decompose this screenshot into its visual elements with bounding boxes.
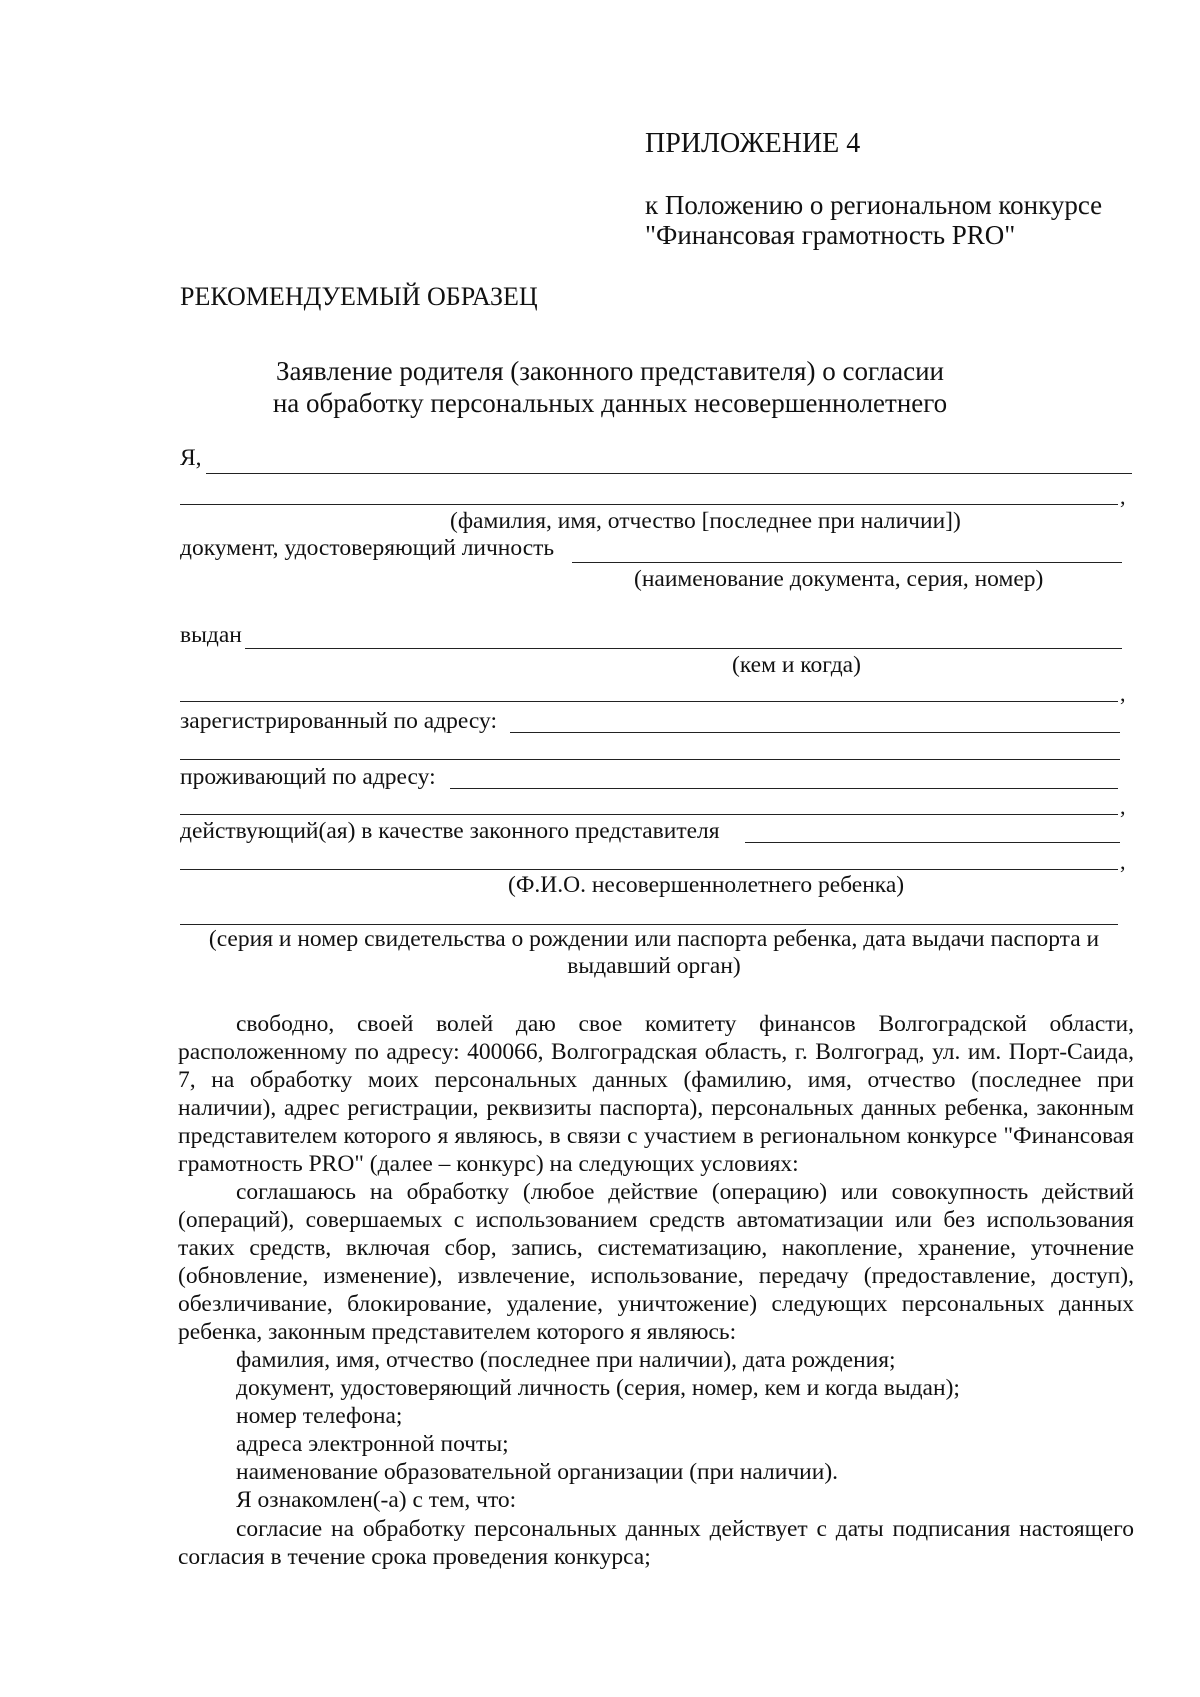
issued-field-line2[interactable]	[180, 701, 1118, 702]
acknowledge-line: Я ознакомлен(-а) с тем, что:	[236, 1487, 517, 1513]
consent-paragraph-2: соглашаюсь на обработку (любое действие (операцию) или совокупность действий (операций), совершаемых с использованием средств автоматизации или без использования таких средств, включая сбор, запись, систематизацию, накопление, хранение, уточнение (обновление, изменение), извлечение, использование, передачу (предоставление, доступ), обезличивание, блокирование, удаление, уничтожение) следующих персональных данных ребенка, законным представителем которого я являюсь:	[178, 1179, 1134, 1345]
appendix-reference-line1: к Положению о региональном конкурсе	[645, 190, 1103, 220]
comma: ,	[1120, 849, 1126, 874]
registered-address-field[interactable]	[510, 732, 1120, 733]
consent-term	[178, 1515, 1134, 1571]
registered-address-label: зарегистрированный по адресу:	[180, 708, 497, 734]
identity-document-label: документ, удостоверяющий личность	[180, 535, 555, 561]
comma: ,	[1120, 484, 1126, 509]
child-name-field[interactable]	[180, 869, 1118, 870]
fio-hint: (фамилия, имя, отчество [последнее при наличии])	[450, 508, 961, 534]
child-name-hint: (Ф.И.О. несовершеннолетнего ребенка)	[508, 872, 905, 898]
issued-label: выдан	[180, 622, 242, 648]
consent-body	[178, 1010, 1134, 1346]
identity-document-hint: (наименование документа, серия, номер)	[634, 566, 1044, 592]
appendix-reference	[645, 190, 1102, 250]
living-address-field[interactable]	[450, 788, 1118, 789]
data-list-item: фамилия, имя, отчество (последнее при наличии), дата рождения;	[236, 1347, 896, 1373]
data-list-item: наименование образовательной организации (при наличии).	[236, 1459, 839, 1485]
consent-paragraph-3: согласие на обработку персональных данных действует с даты подписания настоящего согласия в течение срока проведения конкурса;	[178, 1516, 1134, 1570]
living-address-label: проживающий по адресу:	[180, 764, 436, 790]
issued-field[interactable]	[245, 648, 1122, 649]
data-list-item: номер телефона;	[236, 1403, 403, 1429]
certificate-field[interactable]	[180, 924, 1118, 925]
appendix-reference-line2: "Финансовая грамотность PRO"	[645, 220, 1016, 250]
data-list-item: адреса электронной почты;	[236, 1431, 509, 1457]
certificate-hint-line1: (серия и номер свидетельства о рождении или паспорта ребенка, дата выдачи паспорта и	[208, 926, 1100, 952]
document-title-line1: Заявление родителя (законного представителя) о согласии	[276, 356, 944, 386]
appendix-number: ПРИЛОЖЕНИЕ 4	[645, 128, 861, 159]
fio-field-line1[interactable]	[206, 473, 1132, 474]
certificate-hint-line2: выдавший орган)	[567, 953, 741, 979]
document-title-line2: на обработку персональных данных несовершеннолетнего	[272, 388, 948, 418]
acting-field[interactable]	[745, 842, 1120, 843]
fio-field-line2[interactable]	[180, 504, 1118, 505]
issued-hint: (кем и когда)	[732, 652, 861, 678]
acting-label: действующий(ая) в качестве законного представителя	[180, 818, 720, 844]
registered-address-field-line2[interactable]	[180, 759, 1120, 760]
identity-document-field[interactable]	[572, 562, 1122, 563]
living-address-field-line2[interactable]	[180, 814, 1118, 815]
comma: ,	[1120, 794, 1126, 819]
sample-label: РЕКОМЕНДУЕМЫЙ ОБРАЗЕЦ	[180, 282, 538, 311]
i-label: Я,	[180, 445, 202, 471]
consent-paragraph-1: свободно, своей волей даю свое комитету финансов Волгоградской области, расположенному по адресу: 400066, Волгоградская область, г. Волгоград, ул. им. Порт-Саида, 7, на обработку моих персональных данных (фамилию, имя, отчество (последнее при наличии), адрес регистрации, реквизиты паспорта), персональных данных ребенка, законным представителем которого я являюсь, в связи с участием в региональном конкурсе "Финансовая грамотность PRO" (далее – конкурс) на следующих условиях:	[178, 1011, 1134, 1177]
data-list-item: документ, удостоверяющий личность (серия, номер, кем и когда выдан);	[236, 1375, 960, 1401]
comma: ,	[1120, 681, 1126, 706]
